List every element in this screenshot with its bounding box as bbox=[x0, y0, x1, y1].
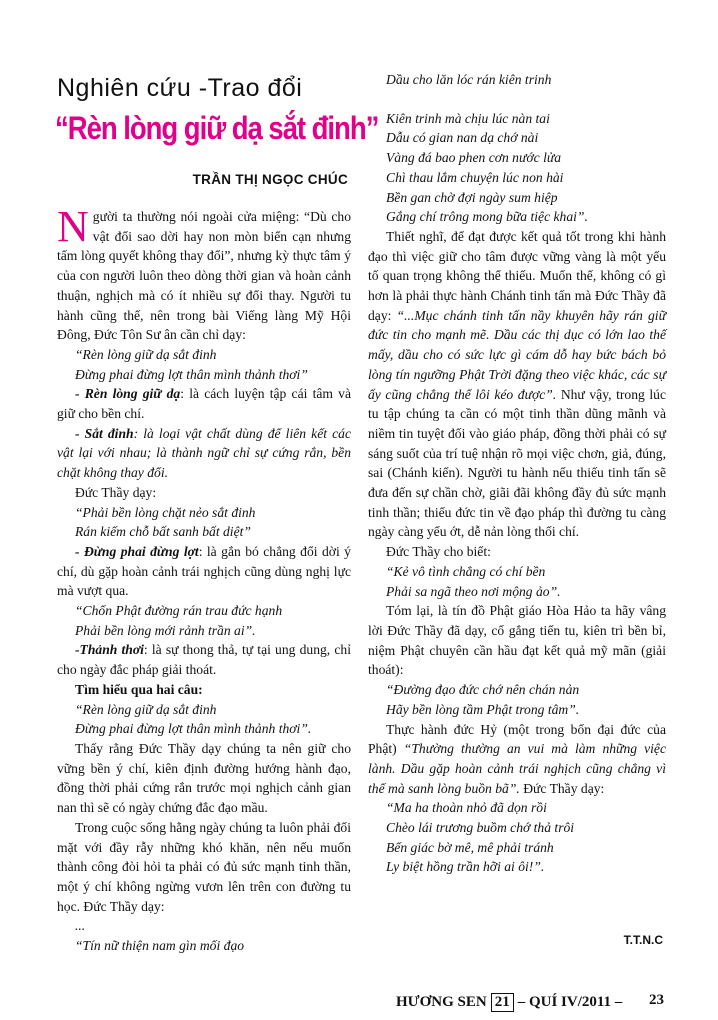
body-paragraph: Thực hành đức Hỷ (một trong bốn đại đức của Phật) “Thường thường an vui mà làm những việc lành. Dầu gặp hoàn cảnh trái nghịch cũng chẳng vì thế mà sanh lòng buồn bã”. Đức Thầy dạy: bbox=[368, 721, 667, 796]
verse-line: Bền gan chờ đợi ngày sum hiệp bbox=[386, 189, 558, 205]
verse-line: Đừng phai đừng lợt thân mình thảnh thơi” bbox=[75, 366, 308, 382]
right-column bbox=[368, 70, 666, 877]
intro-paragraph: Người ta thường nói ngoài cửa miệng: “Dù cho vật đổi sao dời hay non mòn biển cạn nhưng tấm lòng quyết không thay đổi”, nhưng kỳ thực tâm ý của con người luôn theo dòng thời gian và hoàn cảnh thuận, nghịch mà có ít nhiều sự đổi thay. Người tu hành cũng thế, nên trong bài Viếng làng Mỹ Hội Đông, Đức Tôn Sư ân cần chỉ dạy: bbox=[57, 202, 351, 343]
verse-line: “Rèn lòng giữ dạ sắt đinh bbox=[75, 701, 217, 717]
definition-paragraph: - Sắt đinh: là loại vật chất dùng để liên kết các vật lại với nhau; là thành ngữ chỉ sự cứng rắn, bền chặt không thay đổi. bbox=[57, 425, 351, 481]
definition-term: - Rèn lòng giữ dạ bbox=[75, 386, 181, 402]
definition-term: -Thảnh thơi bbox=[75, 642, 144, 658]
verse-line: Chì thau lắm chuyện lúc non hài bbox=[386, 169, 564, 185]
author-byline: TRẦN THỊ NGỌC CHÚC bbox=[192, 172, 348, 187]
body-paragraph: Đức Thầy dạy: bbox=[75, 484, 157, 500]
body-paragraph: Thấy rằng Đức Thầy dạy chúng ta nên giữ cho vững bền ý chí, kiên định đường hướng hành đạo, đồng thời phải cứng rắn trước mọi nghịch cảnh gian nan thì sẽ có ngày chứng đắc đạo mầu. bbox=[57, 740, 351, 816]
verse-line: Kiên trinh mà chịu lúc nàn tai bbox=[386, 110, 550, 126]
article-title: “Rèn lòng giữ dạ sắt đinh” bbox=[55, 110, 379, 146]
verse-line: “Ma ha thoàn nhỏ đã dọn rồi bbox=[386, 800, 547, 816]
definition-term: - Sắt đinh bbox=[75, 425, 134, 441]
verse-line: “Tín nữ thiện nam gìn mối đạo bbox=[75, 938, 245, 954]
left-column bbox=[57, 202, 351, 956]
definition-paragraph: - Đừng phai đừng lợt: là gắn bó chẳng đổi dời ý chí, dù gặp hoàn cảnh trái nghịch cũng dùng nghị lực mà vượt qua. bbox=[57, 543, 351, 599]
drop-cap: N bbox=[57, 202, 89, 251]
verse-line: Dẫu có gian nan dạ chớ nài bbox=[386, 130, 539, 146]
verse-line: Rán kiếm chỗ bất sanh bất diệt” bbox=[75, 524, 251, 540]
body-paragraph: Tóm lại, là tín đồ Phật giáo Hòa Hảo ta hãy vâng lời Đức Thầy đã dạy, cố gắng tiến tu, kiên trì bền bỉ, niệm Phật chuyên cần hầu đạt kết quả mỹ mãn (giải thoát): bbox=[368, 603, 666, 678]
magazine-name: HƯƠNG SEN bbox=[396, 994, 487, 1010]
quoted-teaching: “Thường thường an vui mà làm những việc lành. Dầu gặp hoàn cảnh trái nghịch cũng chẳng vì thế mà sanh lòng buồn bã”. bbox=[368, 741, 667, 796]
definition-term: - Đừng phai đừng lợt bbox=[75, 543, 199, 559]
verse-line: Bến giác bờ mê, mê phải tránh bbox=[386, 839, 554, 855]
verse-line: Chèo lái trương buồm chớ thả trôi bbox=[386, 820, 575, 836]
verse-line: Gắng chí trông mong bữa tiệc khai”. bbox=[386, 209, 588, 225]
author-signature: T.T.N.C bbox=[623, 933, 663, 947]
page-number: 23 bbox=[649, 992, 664, 1008]
page-footer bbox=[396, 993, 622, 1012]
verse-line: “Chốn Phật đường rán trau đức hạnh bbox=[75, 603, 283, 619]
definition-paragraph: - Rèn lòng giữ dạ: là cách luyện tập cái tâm và giữ cho bền chí. bbox=[57, 386, 351, 422]
verse-line: “Kẻ vô tình chẳng có chí bền bbox=[386, 563, 546, 579]
verse-line: “Rèn lòng giữ dạ sắt đinh bbox=[75, 346, 217, 362]
body-paragraph: Trong cuộc sống hằng ngày chúng ta luôn phải đối mặt với đầy rẫy những khó khăn, nên nếu muốn thành công đòi hỏi ta phải có đủ sức mạnh tinh thần, một ý chí không ngừng vươn lên trên con đường tu học. Đức Thầy dạy: bbox=[57, 819, 351, 914]
issue-quarter: – QUÍ IV/2011 – bbox=[517, 994, 623, 1010]
verse-line: Phải sa ngã theo nơi mộng ảo”. bbox=[386, 583, 561, 599]
body-paragraph: Thiết nghĩ, để đạt được kết quả tốt trong khi hành đạo thì việc giữ cho tâm được vững vàng là một yếu tố quan trọng không thể thiếu. Muốn thế, không có gì hơn là phải thực hành Chánh tinh tấn mà Đức Thầy đã dạy: “...Mục chánh tinh tấn nầy khuyên hãy rán giữ đức tin cho mạnh mẽ. Dầu các thị dục có lớn lao thế mấy, dầu cho có sức lực gì cám dỗ hay bức bách bỏ lòng tín ngưỡng Phật Trời đặng theo việc khác, các sự ấy cũng chẳng thể lôi kéo được”. Như vậy, trong lúc tu tập chúng ta cần có một tinh thần dũng mãnh và niềm tin tuyệt đối vào giáo pháp, đồng thời phải có sự sáng suốt của trí tuệ nhận rõ mọi việc chơn, giả, đúng, sai (Chánh kiến). Người tu hành nếu thiếu tinh tấn sẽ đưa đến sự chần chờ, giãi đãi không đầy đủ sức mạnh tinh thần; thiếu đức tin về đạo pháp thì đường tu càng ngày càng yếu ớt, dễ nản lòng thối chí. bbox=[368, 228, 666, 540]
verse-line: “Phải bền lòng chặt nẻo sắt đinh bbox=[75, 504, 256, 520]
verse-line: Phải bền lòng mới rảnh trần ai”. bbox=[75, 622, 256, 638]
verse-line: “Đường đạo đức chớ nên chán nản bbox=[386, 682, 580, 698]
verse-line: Hãy bền lòng tầm Phật trong tâm”. bbox=[386, 701, 580, 717]
subheading: Tìm hiểu qua hai câu: bbox=[75, 681, 203, 697]
body-paragraph: Đức Thầy cho biết: bbox=[386, 544, 491, 560]
issue-number: 21 bbox=[491, 993, 514, 1012]
verse-line: Ly biệt hồng trần hỡi ai ôi!”. bbox=[386, 859, 545, 875]
ellipsis: ... bbox=[75, 918, 86, 934]
verse-line: Dầu cho lăn lóc rán kiên trinh bbox=[386, 72, 552, 87]
verse-line: Vàng đá bao phen cơn nước lửa bbox=[386, 150, 562, 166]
verse-line: Đừng phai đừng lợt thân mình thảnh thơi”. bbox=[75, 721, 312, 737]
definition-paragraph: -Thảnh thơi: là sự thong thả, tự tại ung dung, chỉ cho ngày đắc pháp giải thoát. bbox=[57, 642, 351, 678]
section-label: Nghiên cứu -Trao đổi bbox=[57, 74, 303, 102]
quoted-teaching: “...Mục chánh tinh tấn nầy khuyên hãy rán giữ đức tin cho mạnh mẽ. Dầu các thị dục có lớn lao thế mấy, dầu cho có sức lực gì cám dỗ hay bức bách bỏ lòng tín ngưỡng Phật Trời đặng theo việc khác, các sự ấy cũng chẳng thể lôi kéo được”. bbox=[368, 307, 666, 402]
